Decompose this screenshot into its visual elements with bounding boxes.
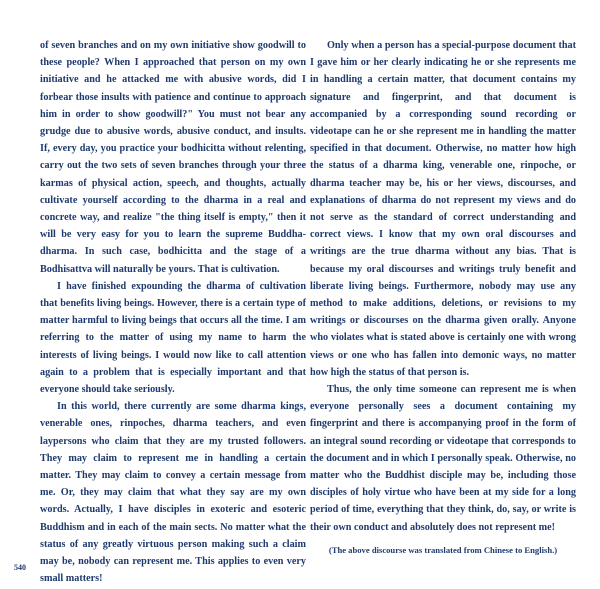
right-text-column [310, 37, 576, 536]
page-number: 540 [14, 563, 26, 572]
paragraph-special-document: Only when a person has a special-purpose document that I gave him or her clearly indicating he or she represents me in handling a certain matter, that document contains my signature and fingerprint, and that document is accompanied by a corresponding sound recording or videotape can he or she represent me in handling the matter specified in that document. Otherwise, no matter how high the status of a dharma king, venerable one, rinpoche, or dharma teacher may be, his or her views, discourses, and explanations of dharma do not represent my views and do not serve as the standard of correct understanding and correct views. I know that my own oral discourses and writings are the true dharma without any bias. That is because my oral discourses and writings truly benefit and liberate living beings. Furthermore, nobody may use any method to make additions, deletions, or revisions to my writings or discourses on the dharma given orally. Anyone who violates what is stated above is certainly one with wrong views or one who has fallen into demonic ways, no matter how high the status of that person is. [310, 40, 576, 378]
paragraph-continuation: of seven branches and on my own initiative show goodwill to these people? When I approached that person on my own initiative and he attacked me with abusive words, did I forbear those insults with patience and continue to approach him in order to show goodwill?" You must not bear any grudge due to abusive words, abusive conduct, and insults. If, every day, you practice your bodhicitta without relenting, carry out the two sets of seven branches through your three karmas of physical action, speech, and thoughts, actually cultivate yourself according to the dharma in a real and concrete way, and realize "the thing itself is empty," then it will be very easy for you to learn the supreme Buddha-dharma. In such case, bodhicitta and the stage of a Bodhisattva will naturally be yours. That is cultivation. [40, 40, 306, 275]
translator-note: (The above discourse was translated from Chinese to English.) [328, 545, 558, 555]
paragraph-cultivation-harm: I have finished expounding the dharma of cultivation that benefits living beings. However, there is a certain type of matter harmful to living beings that occurs all the time. I am referring to the matter of using my name to harm the interests of living beings. I would now like to call attention again to a problem that is especially important and that everyone should take seriously. [40, 280, 306, 396]
left-text-column [40, 37, 306, 588]
paragraph-trusted-followers: In this world, there currently are some dharma kings, venerable ones, rinpoches, dharma teachers, and even laypersons who claim that they are my trusted followers. They may claim to represent me in handling a certain matter. They may claim to convey a certain message from me. Or, they may claim that what they say are my own words. Actually, I have disciples in exoteric and esoteric Buddhism and in each of the main sects. No matter what the status of any greatly virtuous person making such a claim may be, nobody can represent me. This applies to even very small matters! [40, 401, 306, 585]
paragraph-representation-proof: Thus, the only time someone can represent me is when everyone personally sees a document containing my fingerprint and there is accompanying proof in the form of an integral sound recording or videotape that corresponds to the document and in which I personally speak. Otherwise, no matter who the Buddhist disciple may be, including those disciples of holy virtue who have been at my side for a long period of time, everything that they think, do, say, or write is their own conduct and absolutely does not represent me! [310, 384, 576, 533]
